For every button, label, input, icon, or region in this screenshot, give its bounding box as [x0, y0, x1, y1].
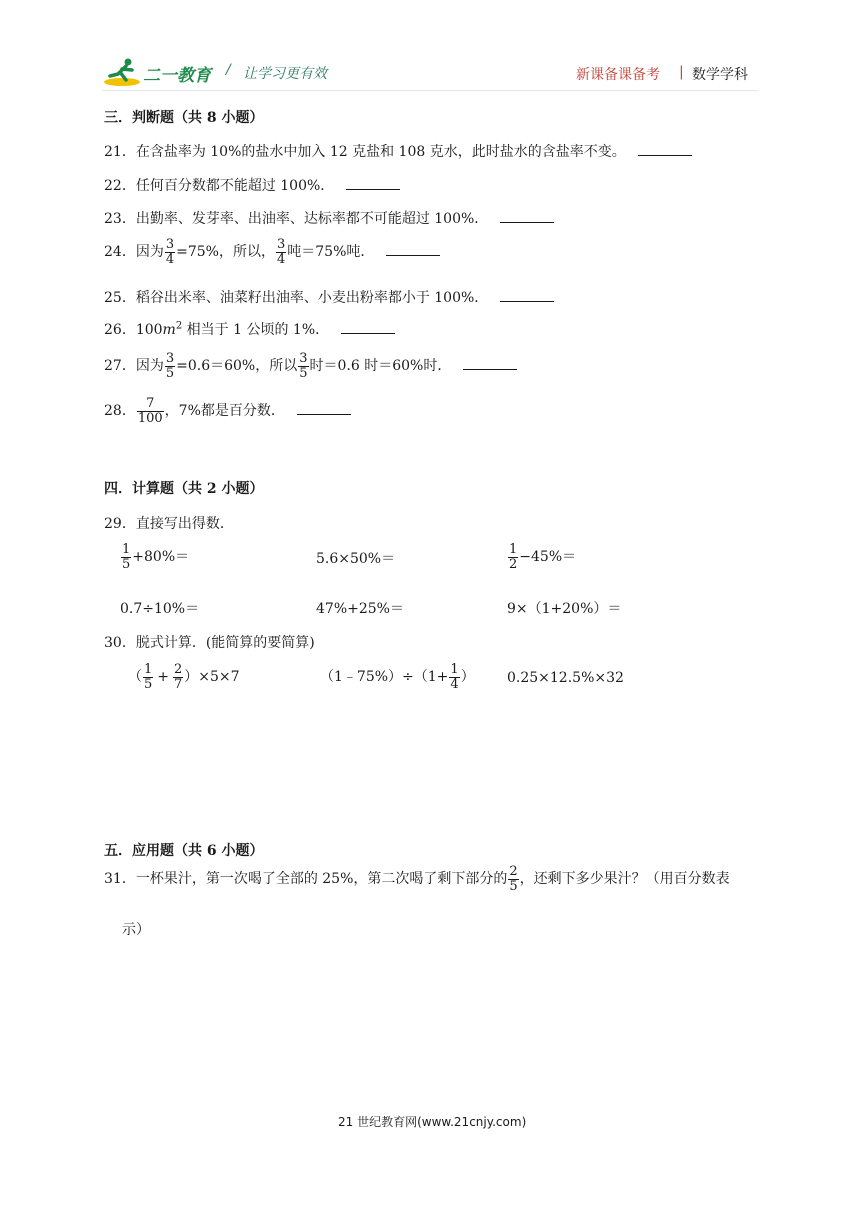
question-31-continued: 示） — [122, 922, 150, 938]
fraction: $\frac{3}{5}$ — [165, 351, 175, 381]
question-text: 相当于 1 公顷的 1%． — [182, 322, 330, 338]
question-text: 25．稻谷出米率、油菜籽出油率、小麦出粉率都小于 100%． — [104, 290, 489, 306]
question-text: 27．因为 — [104, 358, 164, 375]
calc-item-3: $\frac{1}{2}$ −45%＝ — [509, 542, 577, 572]
calc-item-1: $\frac{1}{5}$ +80%＝ — [122, 542, 190, 572]
calc-item-5: 47%+25%＝ — [316, 601, 404, 617]
answer-blank[interactable] — [638, 143, 692, 156]
fraction: $\frac{1}{2}$ — [509, 542, 518, 572]
unit-m: m — [162, 322, 176, 338]
fraction: $\frac{2}{5}$ — [509, 864, 518, 894]
unit-exponent: 2 — [175, 320, 183, 332]
header-divider-slash: / — [226, 62, 231, 78]
question-text: ，还剩下多少果汁？（用百分数表 — [519, 871, 730, 888]
fraction: $\frac{3}{4}$ — [165, 237, 175, 267]
question-text: =0.6＝60%，所以 — [176, 358, 298, 375]
fraction: $\frac{2}{7}$ — [174, 662, 183, 692]
question-21 — [104, 141, 692, 161]
page-footer: 21 世纪教育网(www.21cnjy.com) — [338, 1115, 527, 1129]
calc-item-4: 0.7÷10%＝ — [120, 601, 200, 617]
question-28 — [104, 397, 351, 425]
question-text: =75%，所以， — [176, 244, 275, 261]
calc-expression-3: 0.25×12.5%×32 — [507, 670, 624, 686]
answer-blank[interactable] — [500, 210, 554, 223]
runner-logo-icon — [102, 56, 142, 88]
fraction: $\frac{1}{5}$ — [144, 662, 153, 692]
header-tagline: 新课备课备考 — [576, 67, 660, 83]
question-text: 吨＝75%吨． — [287, 244, 375, 261]
header-subject: 数学学科 — [692, 67, 748, 83]
answer-blank[interactable] — [346, 177, 400, 190]
fraction: $\frac{3}{4}$ — [276, 237, 286, 267]
question-text: 26．100 — [104, 322, 163, 338]
question-text: 31．一杯果汁，第一次喝了全部的 25%，第二次喝了剩下部分的 — [104, 871, 508, 888]
question-23 — [104, 208, 554, 228]
question-27 — [104, 352, 517, 380]
question-24 — [104, 238, 440, 266]
question-text: 22．任何百分数都不能超过 100%． — [104, 178, 335, 194]
question-22 — [104, 175, 400, 195]
question-29: 29．直接写出得数． — [104, 516, 234, 532]
question-text: 21．在含盐率为 10%的盐水中加入 12 克盐和 108 克水，此时盐水的含盐率不变。 — [104, 144, 626, 160]
calc-expression-2: （1﹣75%）÷（1+ $\frac{1}{4}$ ） — [320, 662, 475, 692]
header-separator: | — [679, 64, 684, 80]
question-30: 30．脱式计算．(能简算的要简算) — [104, 635, 315, 651]
question-31 — [104, 865, 730, 893]
calc-expression-1: （ $\frac{1}{5}$ + $\frac{2}{7}$ ）×5×7 — [128, 662, 240, 692]
fraction: $\frac{3}{5}$ — [299, 351, 308, 381]
answer-blank[interactable] — [463, 357, 517, 370]
answer-blank[interactable] — [297, 402, 351, 415]
header-rule — [102, 90, 758, 91]
section-title-calc: 四．计算题（共 2 小题） — [104, 481, 264, 497]
question-text: 24．因为 — [104, 244, 164, 261]
header-slogan: 让学习更有效 — [243, 66, 327, 82]
answer-blank[interactable] — [341, 321, 395, 334]
logo-text: 二一教育 — [143, 66, 211, 86]
calc-item-6: 9×（1+20%）＝ — [507, 601, 622, 617]
answer-blank[interactable] — [386, 243, 440, 256]
question-text: 时＝0.6 时＝60%时． — [309, 358, 452, 375]
question-text: ，7%都是百分数． — [164, 403, 285, 420]
question-text: 28． — [104, 403, 136, 420]
section-title-judge: 三．判断题（共 8 小题） — [104, 110, 264, 126]
calc-item-2: 5.6×50%＝ — [316, 551, 396, 567]
answer-blank[interactable] — [500, 289, 554, 302]
fraction: $\frac{1}{5}$ — [122, 542, 131, 572]
question-25 — [104, 287, 554, 307]
fraction: $\frac{1}{4}$ — [450, 662, 459, 692]
section-title-apply: 五．应用题（共 6 小题） — [104, 843, 264, 859]
fraction: $\frac{7}{100}$ — [137, 396, 163, 426]
question-26 — [104, 319, 395, 339]
question-text: 23．出勤率、发芽率、出油率、达标率都不可能超过 100%． — [104, 211, 489, 227]
